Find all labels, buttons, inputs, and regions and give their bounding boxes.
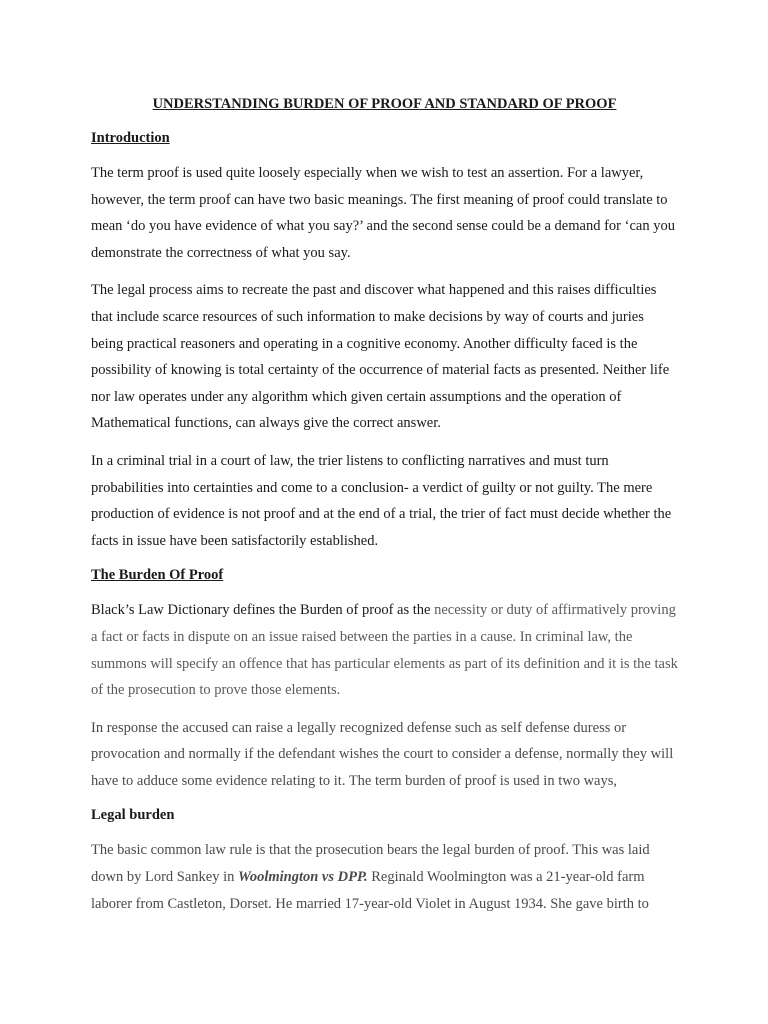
legal-burden-text-b: Reginald Woolmington was a 21-year-old farm laborer from Castleton, Dorset. He married 17-year-old Violet in August 1934. She gave birth to (91, 869, 649, 912)
intro-paragraph-3: In a criminal trial in a court of law, the trier listens to conflicting narratives and must turn probabilities into certainties and come to a conclusion- a verdict of guilty or not guilty. The mere production of evidence is not proof and at the end of a trial, the trier of fact must decide whether the facts in issue have been satisfactorily established. (91, 452, 672, 549)
document-title: UNDERSTANDING BURDEN OF PROOF AND STANDARD OF PROOF (152, 96, 617, 112)
legal-burden-paragraph (91, 837, 678, 917)
introduction-heading: Introduction (91, 130, 170, 146)
burden-of-proof-heading: The Burden Of Proof (91, 567, 224, 584)
legal-burden-text-a: The basic common law rule is that the prosecution bears the legal burden of proof. This was laid down by Lord Sankey in (91, 842, 650, 886)
intro-paragraph-2: The legal process aims to recreate the past and discover what happened and this raises difficulties that include scarce resources of such information to make decisions by way of courts and juries being practical reasoners and operating in a cognitive economy. Another difficulty faced is the possibility of knowing is total certainty of the occurrence of material facts as presented. Neither life nor law operates under any algorithm which given certain assumptions and the operation of Mathematical functions, can always give the correct answer. (91, 282, 670, 432)
burden-paragraph-1-definition: necessity or duty of affirmatively proving a fact or facts in dispute on an issue raised between the parties in a cause. In criminal law, the summons will specify an offence that has particular elements as part of its definition and it is the task of the prosecution to prove those elements. (91, 602, 678, 699)
burden-paragraph-1 (91, 597, 678, 703)
legal-burden-heading: Legal burden (91, 807, 175, 824)
burden-paragraph-1-lead: Black’s Law Dictionary defines the Burden of proof as the (91, 602, 435, 619)
intro-paragraph-1: The term proof is used quite loosely especially when we wish to test an assertion. For a lawyer, however, the term proof can have two basic meanings. The first meaning of proof could translate to mean ‘do you have evidence of what you say?’ and the second sense could be a demand for ‘can you demonstrate the correctness of what you say. (91, 165, 675, 261)
case-name: Woolmington vs DPP. (238, 869, 368, 886)
burden-paragraph-2: In response the accused can raise a legally recognized defense such as self defense duress or provocation and normally if the defendant wishes the court to consider a defense, normally they will have to adduce some evidence relating to it. The term burden of proof is used in two ways, (91, 719, 674, 789)
